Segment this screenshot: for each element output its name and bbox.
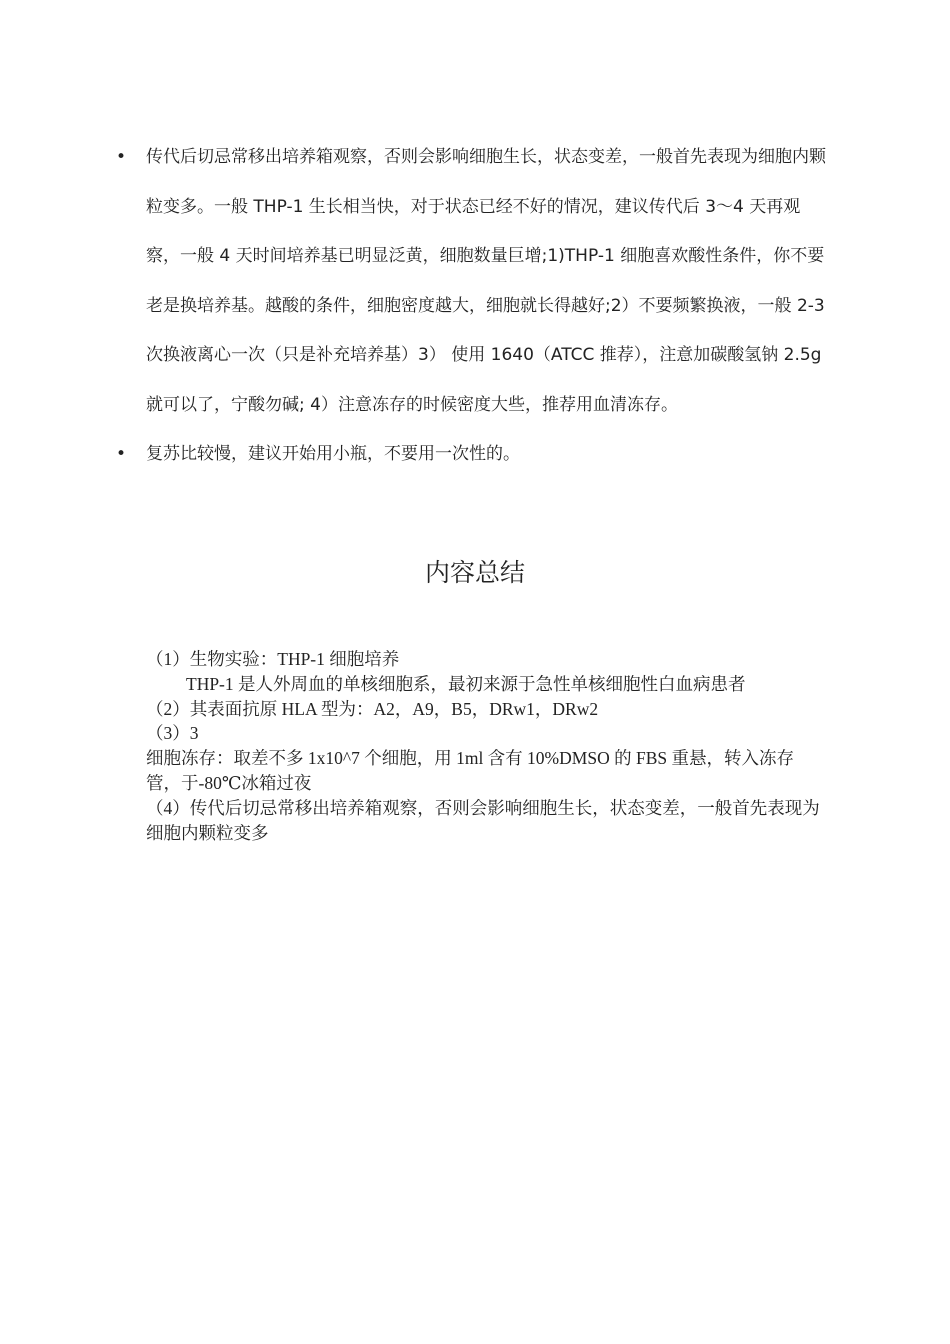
bullet-item bbox=[116, 133, 826, 430]
summary-title: 内容总结 bbox=[424, 558, 525, 587]
summary-line: THP-1 是人外周血的单核细胞系，最初来源于急性单核细胞性白血病患者 bbox=[186, 673, 746, 694]
bullet-text: 传代后切忌常移出培养箱观察，否则会影响细胞生长，状态变差，一般首先表现为细胞内颗粒变多。一般 THP-1 生长相当快，对于状态已经不好的情况，建议传代后 3～4 天再观察，一般 4 天时间培养基已明显泛黄，细胞数量巨增;1)THP-1 细胞喜欢酸性条件，你不要老是换培养基。越酸的条件，细胞密度越大，细胞就长得越好;2）不要频繁换液，一般 2-3 次换液离心一次（只是补充培养基）3） 使用 1640（ATCC 推荐），注意加碳酸氢钠 2.5g 就可以了，宁酸勿碱; 4）注意冻存的时候密度大些，推荐用血清冻存。 bbox=[146, 147, 826, 415]
summary-body bbox=[146, 647, 826, 845]
bullet-dot-icon: • bbox=[116, 444, 127, 464]
bullet-item bbox=[116, 430, 826, 480]
bullet-list bbox=[116, 133, 826, 480]
summary-line: （1）生物实验：THP-1 细胞培养 bbox=[146, 649, 400, 669]
summary-line: （2）其表面抗原 HLA 型为：A2，A9，B5，DRw1，DRw2 bbox=[146, 698, 599, 719]
bullet-text: 复苏比较慢，建议开始用小瓶，不要用一次性的。 bbox=[146, 444, 520, 464]
summary-line: 细胞冻存：取差不多 1x10^7 个细胞，用 1ml 含有 10%DMSO 的 FBS 重悬，转入冻存管，于-80℃冰箱过夜 bbox=[146, 748, 794, 793]
summary-line: （3）3 bbox=[146, 723, 199, 744]
bullet-dot-icon: • bbox=[116, 147, 127, 167]
summary-line: （4）传代后切忌常移出培养箱观察，否则会影响细胞生长，状态变差，一般首先表现为细胞内颗粒变多 bbox=[146, 797, 820, 843]
